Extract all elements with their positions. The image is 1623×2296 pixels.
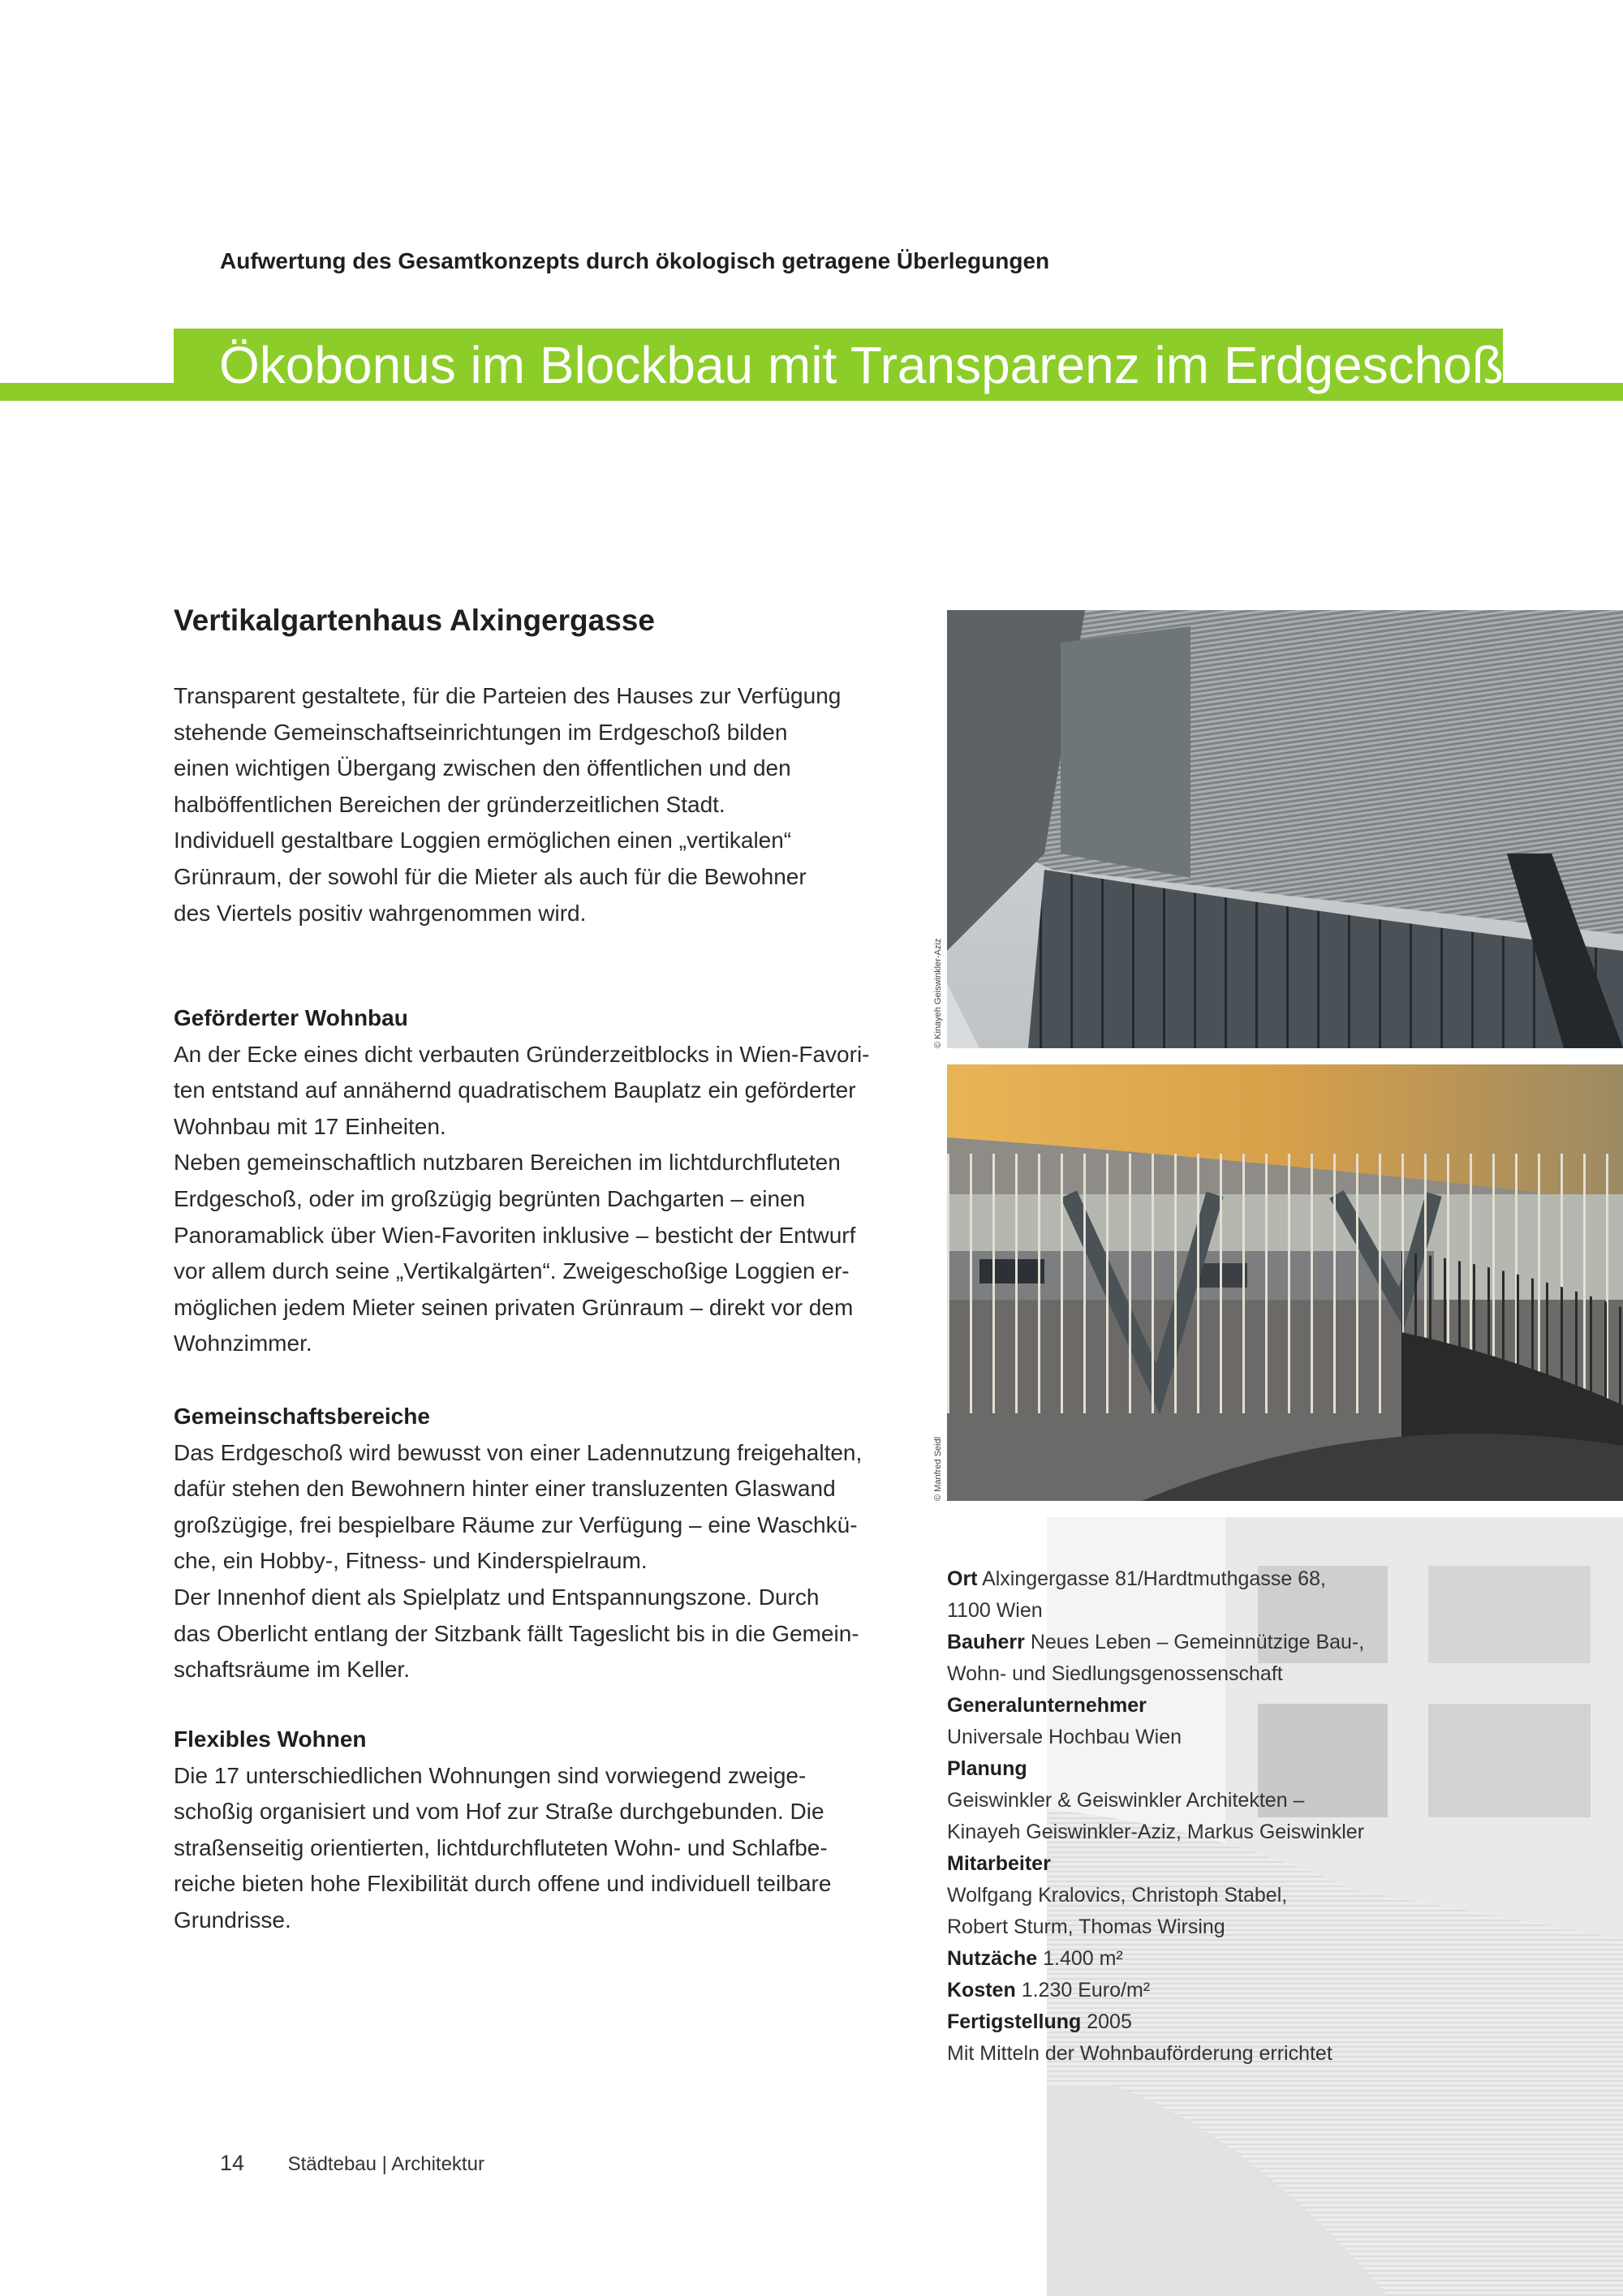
fact-row — [947, 1911, 1369, 1943]
photo-credit-bottom: © Manfred Seidl — [933, 1436, 943, 1501]
fact-value: Mit Mitteln der Wohnbauförderung errichtet — [947, 2042, 1332, 2065]
section-line: schoßig organisiert und vom Hof zur Straße durchgebunden. Die — [174, 1799, 824, 1825]
fact-row — [947, 1753, 1369, 1785]
section-heading: Flexibles Wohnen — [174, 1726, 367, 1752]
intro-line: des Viertels positiv wahrgenommen wird. — [174, 900, 587, 926]
section-line: möglichen jedem Mieter seinen privaten Grünraum – direkt vor dem — [174, 1294, 854, 1320]
section-line: Erdgeschoß, oder im großzügig begrünten Dachgarten – einen — [174, 1185, 806, 1211]
fact-row — [947, 1848, 1369, 1880]
intro-line: einen wichtigen Übergang zwischen den öffentlichen und den — [174, 755, 791, 781]
fact-value: 1.230 Euro/m² — [1021, 1979, 1151, 2001]
section-line: reiche bieten hohe Flexibilität durch offene und individuell teilbare — [174, 1871, 832, 1897]
title-band — [174, 329, 1503, 393]
fact-value: 2005 — [1087, 2010, 1132, 2033]
section-line: An der Ecke eines dicht verbauten Gründerzeitblocks in Wien-Favori- — [174, 1041, 870, 1067]
page-footer — [220, 2151, 484, 2176]
intro-paragraph — [174, 678, 888, 931]
fact-value: Robert Sturm, Thomas Wirsing — [947, 1915, 1225, 1938]
section-line: ten entstand auf annähernd quadratischem Bauplatz ein geförderter — [174, 1077, 856, 1103]
section-line: Wohnbau mit 17 Einheiten. — [174, 1113, 446, 1139]
section-line: das Oberlicht entlang der Sitzbank fällt Tageslicht bis in die Gemein- — [174, 1620, 859, 1646]
footer-section-label: Städtebau | Architektur — [287, 2153, 484, 2175]
fact-label: Ort — [947, 1567, 978, 1590]
section-line: großzügige, frei bespielbare Räume zur Verfügung – eine Waschkü- — [174, 1511, 858, 1537]
fact-label: Kosten — [947, 1979, 1016, 2001]
page-number: 14 — [220, 2151, 245, 2175]
fact-value: 1100 Wien — [947, 1599, 1043, 1622]
fact-row — [947, 2038, 1369, 2070]
fact-value: Wolfgang Kralovics, Christoph Stabel, — [947, 1884, 1288, 1907]
fact-label: Bauherr — [947, 1631, 1025, 1653]
fact-row — [947, 1722, 1369, 1753]
fact-row — [947, 1690, 1369, 1722]
section-line: Neben gemeinschaftlich nutzbaren Bereichen im lichtdurchfluteten — [174, 1150, 841, 1176]
section-line: Wohnzimmer. — [174, 1331, 312, 1357]
fact-row — [947, 1943, 1369, 1975]
section-heading: Geförderter Wohnbau — [174, 1005, 408, 1030]
intro-line: Individuell gestaltbare Loggien ermöglichen einen „vertikalen“ — [174, 828, 792, 853]
fact-row — [947, 1785, 1369, 1817]
section-flexibles-wohnen — [174, 1722, 888, 1939]
section-line: schaftsräume im Keller. — [174, 1657, 410, 1683]
fact-label: Generalunternehmer — [947, 1694, 1147, 1717]
fact-row — [947, 2006, 1369, 2038]
fact-label: Mitarbeiter — [947, 1852, 1051, 1875]
photo-walkway — [947, 1064, 1623, 1501]
fact-label: Fertigstellung — [947, 2010, 1082, 2033]
section-gefoerderter-wohnbau — [174, 1000, 888, 1362]
intro-line: Transparent gestaltete, für die Parteien des Hauses zur Verfügung — [174, 683, 842, 708]
walkway-photo-image — [947, 1064, 1623, 1501]
fact-value: Geiswinkler & Geiswinkler Architekten – — [947, 1789, 1305, 1812]
fact-value: 1.400 m² — [1043, 1947, 1123, 1970]
fact-label: Nutzäche — [947, 1947, 1038, 1970]
fact-row — [947, 1658, 1369, 1690]
fact-row — [947, 1817, 1369, 1848]
section-line: Der Innenhof dient als Spielplatz und Entspannungszone. Durch — [174, 1584, 820, 1610]
fact-value: Kinayeh Geiswinkler-Aziz, Markus Geiswinkler — [947, 1821, 1365, 1843]
fact-value: Universale Hochbau Wien — [947, 1726, 1182, 1748]
fact-row — [947, 1563, 1369, 1595]
section-gemeinschaftsbereiche — [174, 1399, 888, 1688]
fact-row — [947, 1880, 1369, 1911]
intro-line: Grünraum, der sowohl für die Mieter als auch für die Bewohner — [174, 863, 807, 889]
photo-facade — [947, 610, 1623, 1048]
facade-photo-image — [947, 610, 1623, 1048]
fact-value: Alxingergasse 81/Hardtmuthgasse 68, — [982, 1567, 1326, 1590]
fact-value: Wohn- und Siedlungsgenossenschaft — [947, 1662, 1283, 1685]
page-title: Ökobonus im Blockbau mit Transparenz im Erdgeschoß — [219, 336, 1504, 394]
section-line: vor allem durch seine „Vertikalgärten“. Zweigeschoßige Loggien er- — [174, 1258, 850, 1284]
project-title: Vertikalgartenhaus Alxingergasse — [174, 604, 655, 637]
fact-row — [947, 1975, 1369, 2006]
section-line: Das Erdgeschoß wird bewusst von einer Ladennutzung freigehalten, — [174, 1439, 863, 1465]
fact-label: Planung — [947, 1757, 1027, 1780]
kicker-heading: Aufwertung des Gesamtkonzepts durch ökologisch getragene Überlegungen — [220, 248, 1050, 273]
section-line: Grundrisse. — [174, 1907, 291, 1933]
photo-credit-top: © Kinayeh Geiswinkler-Aziz — [933, 938, 943, 1048]
section-heading: Gemeinschaftsbereiche — [174, 1404, 430, 1429]
intro-line: halböffentlichen Bereichen der gründerzeitlichen Stadt. — [174, 791, 725, 817]
project-facts — [947, 1563, 1369, 2070]
section-line: Die 17 unterschiedlichen Wohnungen sind vorwiegend zweige- — [174, 1762, 807, 1788]
fact-row — [947, 1627, 1369, 1658]
fact-value: Neues Leben – Gemeinnützige Bau-, — [1030, 1631, 1365, 1653]
section-line: Panoramablick über Wien-Favoriten inklusive – besticht der Entwurf — [174, 1222, 856, 1248]
section-line: straßenseitig orientierten, lichtdurchfluteten Wohn- und Schlafbe- — [174, 1834, 828, 1860]
section-line: che, ein Hobby-, Fitness- und Kinderspielraum. — [174, 1548, 648, 1574]
fact-row — [947, 1595, 1369, 1627]
section-line: dafür stehen den Bewohnern hinter einer transluzenten Glaswand — [174, 1476, 836, 1502]
intro-line: stehende Gemeinschaftseinrichtungen im Erdgeschoß bilden — [174, 719, 788, 745]
